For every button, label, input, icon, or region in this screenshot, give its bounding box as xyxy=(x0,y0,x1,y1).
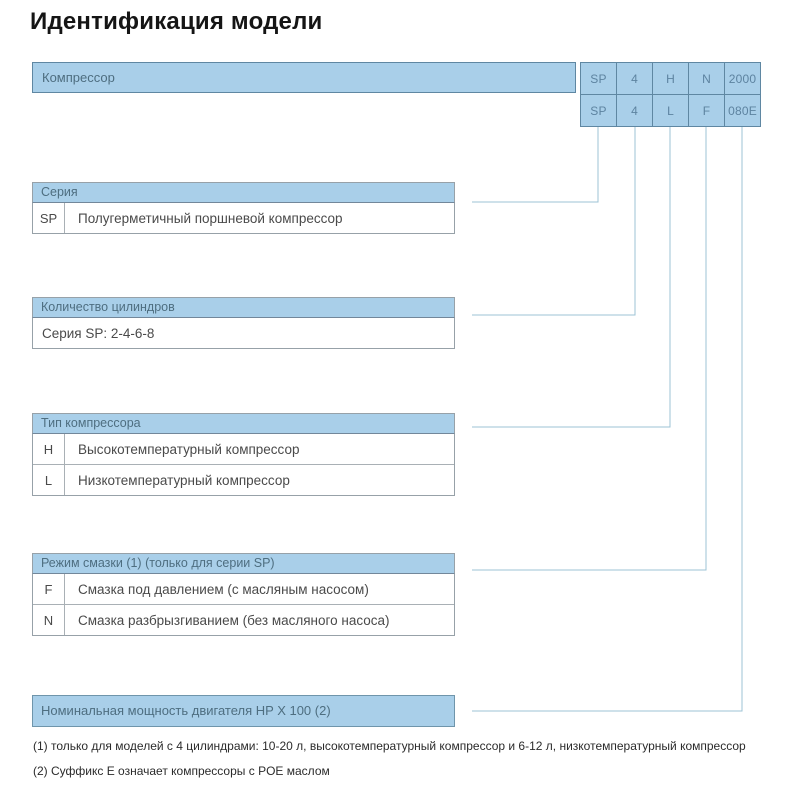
model-code-cell: 2000 xyxy=(725,63,760,94)
model-code-cell: 080E xyxy=(725,95,760,126)
page-title: Идентификация модели xyxy=(30,8,323,35)
connector-lubrication xyxy=(472,124,706,570)
section-lubrication xyxy=(32,553,455,636)
table-row xyxy=(33,318,454,348)
connector-power xyxy=(472,124,742,711)
compressor-label-bar xyxy=(32,62,576,93)
row-description: Серия SP: 2-4-6-8 xyxy=(42,325,155,341)
model-code-cell: SP xyxy=(581,63,616,94)
row-code: N xyxy=(33,605,65,635)
model-code-cell: L xyxy=(653,95,688,126)
model-code-grid xyxy=(580,62,761,127)
model-code-cell: 4 xyxy=(617,95,652,126)
footnote-1: (1) только для моделей с 4 цилиндрами: 10-20 л, высокотемпературный компрессор и 6-12 л, низкотемпературный компрессор xyxy=(33,739,746,753)
model-code-cell: H xyxy=(653,63,688,94)
section-series xyxy=(32,182,455,234)
row-code: L xyxy=(33,465,65,495)
model-code-cell: N xyxy=(689,63,724,94)
model-code-cell: F xyxy=(689,95,724,126)
section-header: Номинальная мощность двигателя HP X 100 (2) xyxy=(32,695,455,727)
row-code: H xyxy=(33,434,65,464)
table-row xyxy=(33,604,454,635)
section-header: Тип компрессора xyxy=(32,413,455,434)
row-code: F xyxy=(33,574,65,604)
footnote-2: (2) Суффикс Е означает компрессоры с POE маслом xyxy=(33,764,330,778)
section-body xyxy=(32,318,455,349)
row-description: Смазка под давлением (с масляным насосом) xyxy=(78,581,369,597)
section-header: Режим смазки (1) (только для серии SP) xyxy=(32,553,455,574)
table-row xyxy=(33,203,454,233)
section-body xyxy=(32,574,455,636)
table-row xyxy=(33,574,454,604)
row-description: Полугерметичный поршневой компрессор xyxy=(78,210,343,226)
row-description: Смазка разбрызгиванием (без масляного насоса) xyxy=(78,612,390,628)
table-row xyxy=(33,434,454,464)
connector-cylinders xyxy=(472,124,635,315)
section-body xyxy=(32,434,455,496)
table-row xyxy=(33,464,454,495)
section-cylinders xyxy=(32,297,455,349)
connector-type xyxy=(472,124,670,427)
section-type xyxy=(32,413,455,496)
row-code: SP xyxy=(33,203,65,233)
section-header: Серия xyxy=(32,182,455,203)
section-body xyxy=(32,203,455,234)
row-description: Высокотемпературный компрессор xyxy=(78,441,300,457)
section-header: Количество цилиндров xyxy=(32,297,455,318)
section-power xyxy=(32,695,455,727)
compressor-label: Компрессор xyxy=(42,70,115,85)
model-code-cell: SP xyxy=(581,95,616,126)
connector-series xyxy=(472,124,598,202)
row-description: Низкотемпературный компрессор xyxy=(78,472,290,488)
model-code-cell: 4 xyxy=(617,63,652,94)
